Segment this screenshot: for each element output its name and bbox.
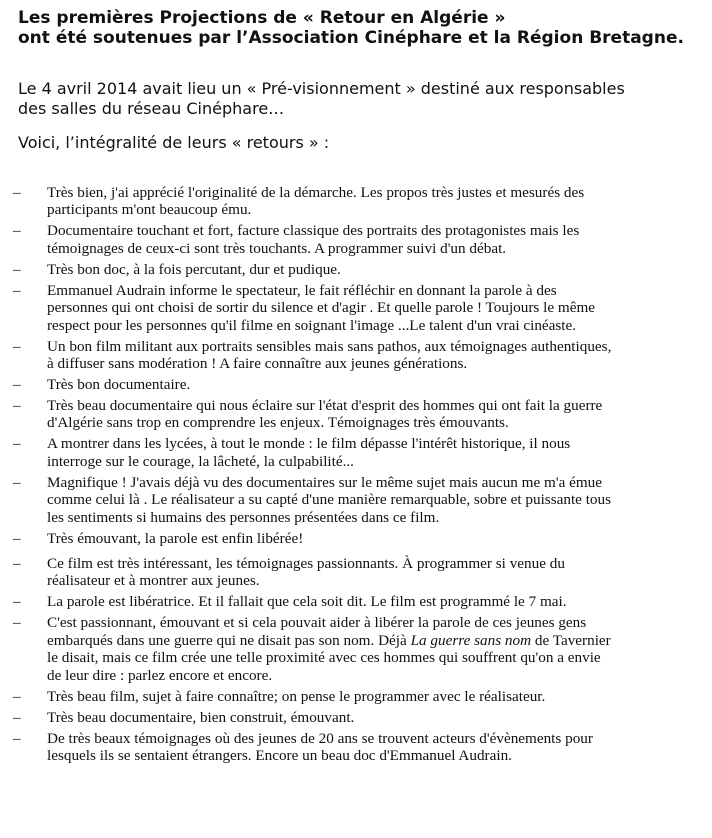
feedback-item-3 [0, 261, 712, 278]
film-title-italic: La guerre sans nom [410, 631, 532, 649]
feedback-line: à diffuser sans modération ! A faire connaître aux jeunes générations. [47, 355, 468, 373]
feedback-line: A montrer dans les lycées, à tout le monde : le film dépasse l'intérêt historique, il nous [47, 435, 571, 453]
feedback-item-2 [0, 222, 712, 257]
feedback-line: Très beau documentaire qui nous éclaire sur l'état d'esprit des hommes qui ont fait la guerre [47, 397, 603, 415]
dash-bullet: – [13, 281, 21, 299]
feedback-item-6 [0, 376, 712, 393]
feedback-item-9 [0, 474, 712, 526]
feedback-line: d'Algérie sans trop en comprendre les enjeux. Témoignages très émouvants. [47, 414, 509, 432]
feedback-item-4 [0, 282, 712, 334]
feedback-line: Emmanuel Audrain informe le spectateur, le fait réfléchir en donnant la parole à des [47, 281, 557, 299]
feedback-line: Très beau film, sujet à faire connaître; on pense le programmer avec le réalisateur. [47, 687, 546, 705]
intro-paragraph [18, 79, 703, 119]
intro-line-2: des salles du réseau Cinéphare… [18, 99, 285, 118]
dash-bullet: – [13, 729, 21, 747]
feedback-item-12 [0, 593, 712, 610]
feedback-line: participants m'ont beaucoup ému. [47, 201, 252, 219]
dash-bullet: – [13, 222, 21, 240]
feedback-item-5 [0, 338, 712, 373]
dash-bullet: – [13, 376, 21, 394]
feedback-line: les sentiments si humains des personnes présentées dans ce film. [47, 508, 440, 526]
feedback-item-7 [0, 397, 712, 432]
dash-bullet: – [13, 184, 21, 201]
dash-bullet: – [13, 708, 21, 726]
feedback-line: lesquels ils se sentaient étrangers. Encore un beau doc d'Emmanuel Audrain. [47, 747, 512, 765]
feedback-text: embarqués dans une guerre qui ne disait pas son nom. Déjà [47, 631, 407, 649]
feedback-line: interroge sur le courage, la lâcheté, la culpabilité... [47, 452, 354, 470]
feedback-item-11 [0, 555, 712, 590]
feedback-item-14 [0, 688, 712, 705]
dash-bullet: – [13, 473, 21, 491]
feedback-line: personnes qui ont choisi de sortir du silence et d'agir . Et quelle parole ! Toujours le même [47, 299, 596, 317]
feedback-line: Très bon documentaire. [47, 376, 191, 394]
feedback-intro: Voici, l’intégralité de leurs « retours » : [18, 133, 330, 152]
feedback-line: Un bon film militant aux portraits sensibles mais sans pathos, aux témoignages authentiques, [47, 337, 612, 355]
dash-bullet: – [13, 397, 21, 415]
document-heading [18, 8, 703, 48]
feedback-item-13 [0, 614, 712, 684]
feedback-item-1 [0, 184, 712, 219]
dash-bullet: – [13, 260, 21, 278]
feedback-line: comme celui là . Le réalisateur a su capté d'une manière remarquable, sobre et puissante tous [47, 491, 612, 509]
dash-bullet: – [13, 337, 21, 355]
feedback-line: Très bon doc, à la fois percutant, dur et pudique. [47, 260, 341, 278]
feedback-list [0, 184, 712, 768]
dash-bullet: – [13, 593, 21, 611]
dash-bullet: – [13, 529, 21, 547]
feedback-line: De très beaux témoignages où des jeunes de 20 ans se trouvent acteurs d'évènements pour [47, 729, 593, 747]
feedback-line: Très émouvant, la parole est enfin libérée! [47, 529, 304, 547]
dash-bullet: – [13, 614, 21, 632]
heading-line-1: Les premières Projections de « Retour en Algérie » [18, 8, 506, 28]
feedback-line: C'est passionnant, émouvant et si cela pouvait aider à libérer la parole de ces jeunes gens [47, 614, 587, 632]
feedback-line: Très beau documentaire, bien construit, émouvant. [47, 708, 355, 726]
feedback-item-15 [0, 709, 712, 726]
feedback-line: Très bien, j'ai apprécié l'originalité de la démarche. Les propos très justes et mesurés des [47, 184, 585, 201]
feedback-line: respect pour les personnes qu'il filme en soignant l'image ...Le talent d'un vrai cinéaste. [47, 316, 577, 334]
intro-line-1: Le 4 avril 2014 avait lieu un « Pré-visionnement » destiné aux responsables [18, 79, 625, 98]
feedback-line: Documentaire touchant et fort, facture classique des portraits des protagonistes mais les [47, 222, 580, 240]
feedback-line [47, 632, 706, 649]
feedback-line: le disait, mais ce film crée une telle proximité avec ces hommes qui souffrent qu'on a envie [47, 649, 601, 667]
feedback-item-10 [0, 530, 712, 547]
dash-bullet: – [13, 687, 21, 705]
feedback-line: Magnifique ! J'avais déjà vu des documentaires sur le même sujet mais aucun me m'a émue [47, 473, 603, 491]
feedback-line: de leur dire : parlez encore et encore. [47, 666, 273, 684]
dash-bullet: – [13, 435, 21, 453]
feedback-text: de Tavernier [534, 631, 611, 649]
feedback-item-8 [0, 435, 712, 470]
dash-bullet: – [13, 555, 21, 573]
heading-line-2: ont été soutenues par l’Association Cinéphare et la Région Bretagne. [18, 28, 684, 48]
feedback-line: réalisateur et à montrer aux jeunes. [47, 572, 260, 590]
feedback-line: La parole est libératrice. Et il fallait que cela soit dit. Le film est programmé le 7 mai. [47, 593, 567, 611]
feedback-line: témoignages de ceux-ci sont très touchants. A programmer suivi d'un débat. [47, 239, 507, 257]
feedback-item-16 [0, 730, 712, 765]
feedback-line: Ce film est très intéressant, les témoignages passionnants. À programmer si venue du [47, 555, 565, 573]
